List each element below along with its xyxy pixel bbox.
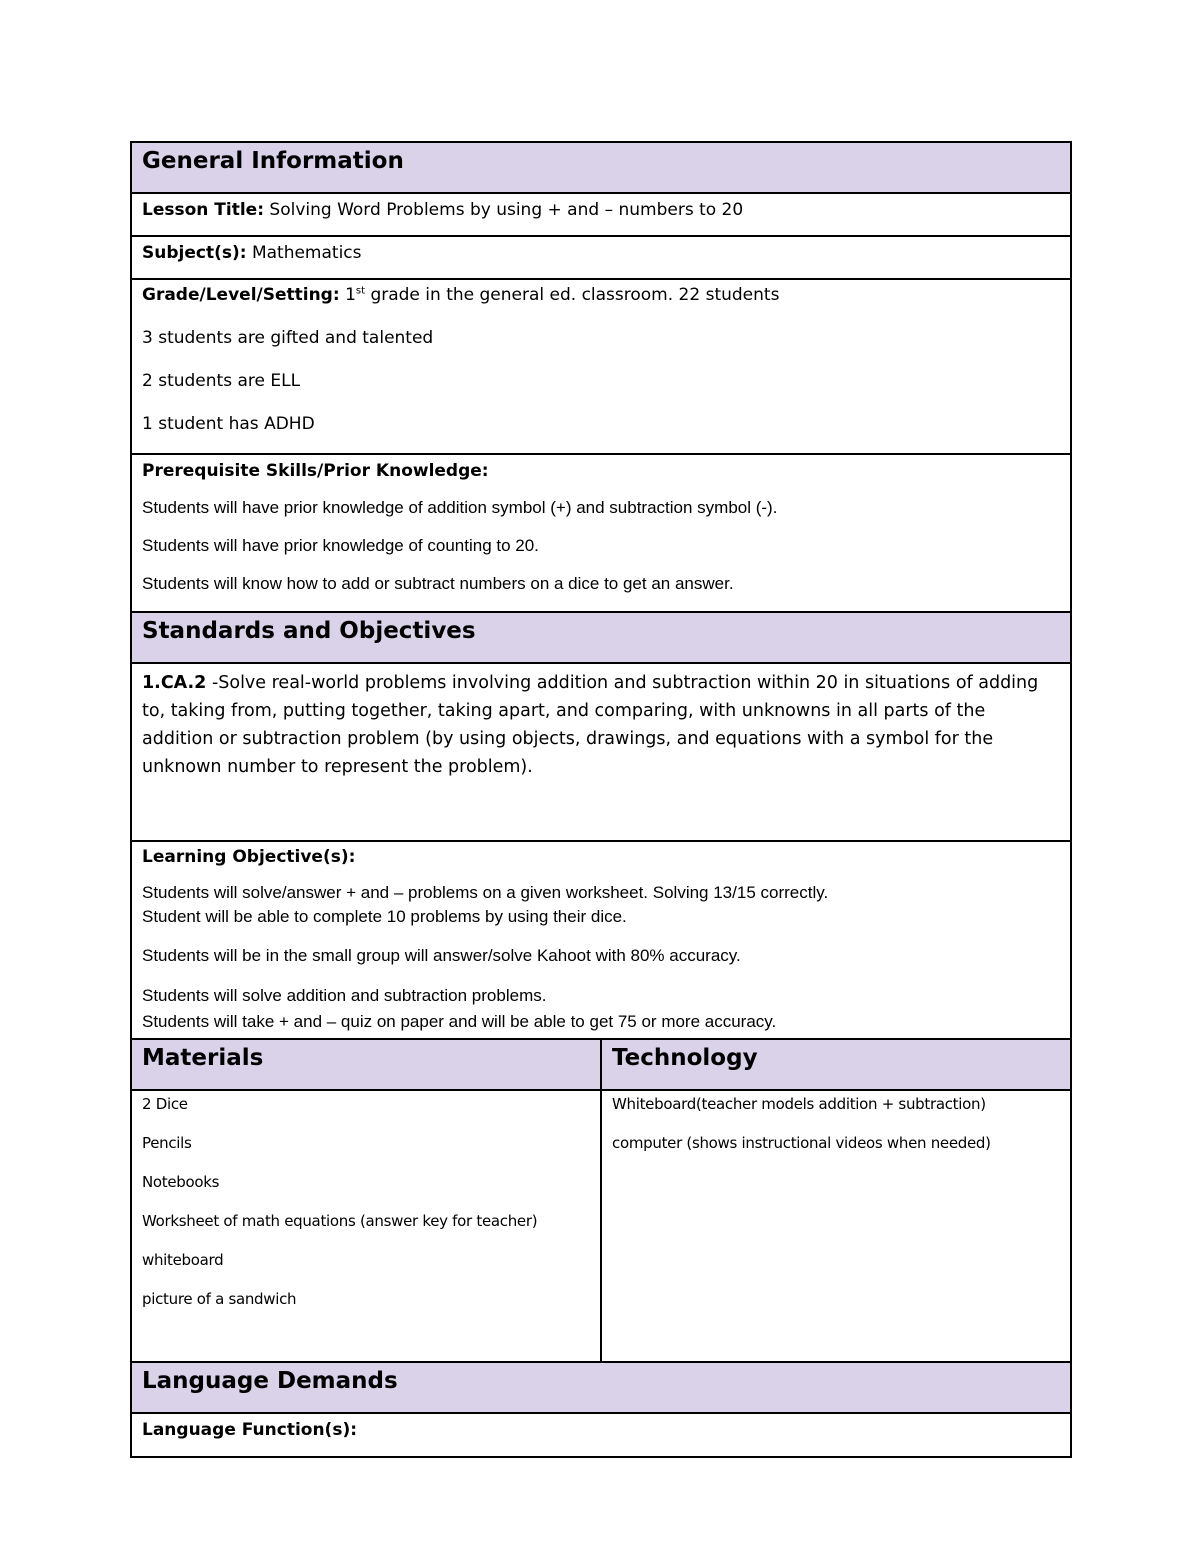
materials-cell <box>131 1090 601 1362</box>
grade-value: grade in the general ed. classroom. 22 students <box>370 285 780 305</box>
section-title: Materials <box>142 1045 264 1071</box>
prereq-label: Prerequisite Skills/Prior Knowledge: <box>142 461 489 481</box>
technology-item: Whiteboard(teacher models addition + subtraction) <box>612 1095 986 1113</box>
grade-suffix: st <box>355 285 366 297</box>
subjects-cell <box>131 236 1071 279</box>
prereq-item: Students will have prior knowledge of addition symbol (+) and subtraction symbol (-). <box>142 498 778 517</box>
objectives-label: Learning Objective(s): <box>142 847 356 867</box>
material-item: picture of a sandwich <box>142 1290 297 1308</box>
technology-header <box>601 1039 1071 1090</box>
lesson-plan-table <box>130 141 1072 1458</box>
technology-cell <box>601 1090 1071 1362</box>
material-item: whiteboard <box>142 1251 224 1269</box>
prereq-item: Students will know how to add or subtract numbers on a dice to get an answer. <box>142 574 734 593</box>
prerequisite-skills-cell <box>131 454 1071 612</box>
grade-note: 3 students are gifted and talented <box>142 328 434 348</box>
grade-number: 1 <box>345 285 356 305</box>
language-function-cell <box>131 1413 1071 1457</box>
objective-item: Students will solve/answer + and – problems on a given worksheet. Solving 13/15 correctly. <box>142 883 829 902</box>
section-title: Standards and Objectives <box>142 618 476 644</box>
materials-header <box>131 1039 601 1090</box>
objective-item: Students will take + and – quiz on paper and will be able to get 75 or more accuracy. <box>142 1012 777 1031</box>
grade-note: 2 students are ELL <box>142 371 301 391</box>
learning-objectives-cell <box>131 841 1071 1039</box>
standard-cell <box>131 663 1071 841</box>
objective-item: Students will solve addition and subtraction problems. <box>142 986 547 1005</box>
material-item: 2 Dice <box>142 1095 188 1113</box>
lesson-title-cell <box>131 193 1071 236</box>
material-item: Worksheet of math equations (answer key for teacher) <box>142 1212 538 1230</box>
objective-item: Student will be able to complete 10 problems by using their dice. <box>142 907 627 926</box>
grade-level-setting-cell <box>131 279 1071 454</box>
material-item: Notebooks <box>142 1173 220 1191</box>
language-demands-header <box>131 1362 1071 1413</box>
section-title: Language Demands <box>142 1368 398 1394</box>
lesson-title-label: Lesson Title: <box>142 200 265 220</box>
technology-item: computer (shows instructional videos when needed) <box>612 1134 991 1152</box>
standard-text: -Solve real-world problems involving addition and subtraction within 20 in situations of adding to, taking from, putting together, taking apart, and comparing, with unknowns in all parts of the addition or subtraction problem (by using objects, drawings, and equations with a symbol for the unknown number to represent the problem). <box>142 673 1039 777</box>
material-item: Pencils <box>142 1134 192 1152</box>
standards-objectives-header <box>131 612 1071 663</box>
subjects-label: Subject(s): <box>142 243 247 263</box>
general-information-header <box>131 142 1071 193</box>
prereq-item: Students will have prior knowledge of counting to 20. <box>142 536 539 555</box>
section-title: General Information <box>142 148 404 174</box>
grade-note: 1 student has ADHD <box>142 414 315 434</box>
lesson-title-value: Solving Word Problems by using + and – numbers to 20 <box>269 200 744 220</box>
language-function-label: Language Function(s): <box>142 1420 358 1440</box>
subjects-value: Mathematics <box>251 243 362 263</box>
objective-item: Students will be in the small group will answer/solve Kahoot with 80% accuracy. <box>142 946 741 965</box>
grade-label: Grade/Level/Setting: <box>142 285 340 305</box>
standard-code: 1.CA.2 <box>142 673 207 693</box>
section-title: Technology <box>612 1045 758 1071</box>
